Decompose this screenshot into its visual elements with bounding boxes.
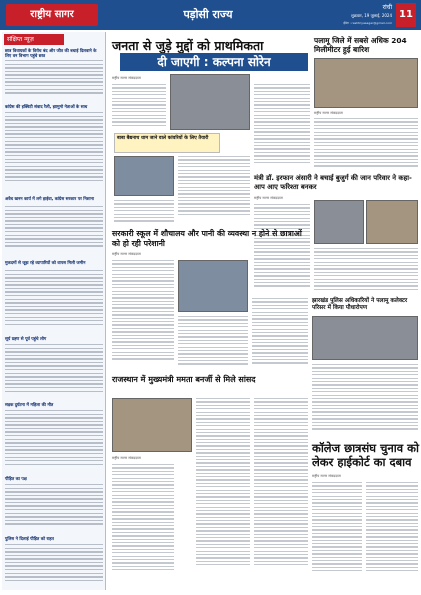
brief-text xyxy=(5,206,103,254)
school-headline: सरकारी स्कूल में शौचालय और पानी की व्यवस्था न होने से छात्राओं को हो रही परेशानी xyxy=(112,229,302,248)
rain-byline: राष्ट्रीय सागर संवाददाता xyxy=(314,111,343,115)
plantation-text xyxy=(312,364,418,436)
minister-photo xyxy=(366,200,418,244)
section-title: पड़ोसी राज्य xyxy=(183,8,233,21)
brief-headline: छात्र विधायकों के विरोध बंद और जीत की बधाई दिलवाने के लिए वन विभाग पहुंचे छात्र xyxy=(5,48,97,58)
brief-headline: सड़क दुर्घटना में महिला की मौत xyxy=(5,402,54,407)
rain-headline: पलामू जिले में सबसे अधिक 204 मिलीमीटर हुई बारिश xyxy=(314,36,407,54)
brief-tag: संक्षिप्त न्यूज़ xyxy=(4,34,64,45)
lower-byline: राष्ट्रीय सागर संवाददाता xyxy=(112,456,141,460)
college-headline: कॉलेज छात्रसंघ चुनाव को लेकर हाईकोर्ट का दबाव xyxy=(312,441,419,469)
minister-byline: राष्ट्रीय सागर संवाददाता xyxy=(254,196,283,200)
kanwar-headline: बाबा बैद्यनाथ धाम जाने वाले कांवरियों के लिए तैयारी xyxy=(114,133,220,153)
brief-text xyxy=(5,544,103,588)
school-text xyxy=(178,316,248,370)
brief-text xyxy=(5,410,103,470)
issue-date: शुक्रवार, 19 जुलाई, 2024 xyxy=(351,13,392,18)
lead-text xyxy=(112,84,166,130)
brief-text xyxy=(5,484,103,530)
brief-headline: कांग्रेस की इक्विटी संवाद रैली, झामुमो नेताओं के साथ xyxy=(5,104,88,109)
lead-byline: राष्ट्रीय सागर संवाददाता xyxy=(112,76,141,80)
school-byline: राष्ट्रीय सागर संवाददाता xyxy=(112,252,141,256)
brief-headline: सूर्य ग्रहण से पूर्व पहुंचे लोग xyxy=(5,336,47,341)
lead-headline: जनता से जुड़े मुद्दों को प्राथमिकता xyxy=(112,38,264,53)
kanwar-text xyxy=(178,156,250,224)
lead-headline-banner: दी जाएगी : कल्पना सोरेन xyxy=(120,53,308,71)
brief-text xyxy=(5,112,103,190)
brief-text xyxy=(5,60,103,98)
lead-text xyxy=(254,84,310,172)
brief-headline: पीड़ित का पक्ष xyxy=(5,476,27,481)
page-number: 11 xyxy=(396,3,416,27)
kanwar-photo xyxy=(114,156,174,196)
brief-text xyxy=(5,270,103,330)
lower-headline: राजस्थान में मुख्यमंत्री ममता बनर्जी से मिले सांसद xyxy=(112,375,256,384)
college-text xyxy=(366,482,418,580)
plantation-headline: झारखंड पुलिस अधिकारियों ने पलामू कलेक्टर परिसर में किया पौधारोपण xyxy=(312,298,408,311)
brief-headline: अवैध खनन कार्य में लगे हाईवा, कांग्रेस सरकार पर निशाना xyxy=(5,196,94,201)
contact-email: ईमेल : rashtriyasagar@gmail.com xyxy=(343,21,392,25)
brief-headline: मुकदमों से जूझ रहे व्यापारियों को वापस मिली जमीन xyxy=(5,260,86,265)
lower-photo xyxy=(112,398,192,452)
school-text xyxy=(252,298,308,370)
lower-text xyxy=(112,464,174,580)
rain-text xyxy=(314,118,418,172)
school-text xyxy=(112,260,174,370)
lower-text xyxy=(254,398,308,580)
minister-photo xyxy=(314,200,364,244)
lead-photo xyxy=(170,74,250,130)
minister-text xyxy=(314,248,418,294)
college-text xyxy=(312,482,362,580)
brief-headline: पुलिस ने दिलाई पीड़ित को राहत xyxy=(5,536,54,541)
school-photo xyxy=(178,260,248,312)
minister-text xyxy=(254,204,310,296)
minister-headline: मंत्री डॉ. इरफान अंसारी ने बचाई बुजुर्ग की जान परिवार ने कहा-आप आए फरिश्ता बनकर xyxy=(254,174,412,191)
college-byline: राष्ट्रीय सागर संवाददाता xyxy=(312,474,341,478)
kanwar-text xyxy=(114,200,174,226)
lower-text xyxy=(196,398,250,580)
rain-photo xyxy=(314,58,418,108)
brand-logo: राष्ट्रीय सागर xyxy=(6,4,98,26)
brief-text xyxy=(5,344,103,396)
edition-city: रांची xyxy=(382,4,392,11)
plantation-photo xyxy=(312,316,418,360)
